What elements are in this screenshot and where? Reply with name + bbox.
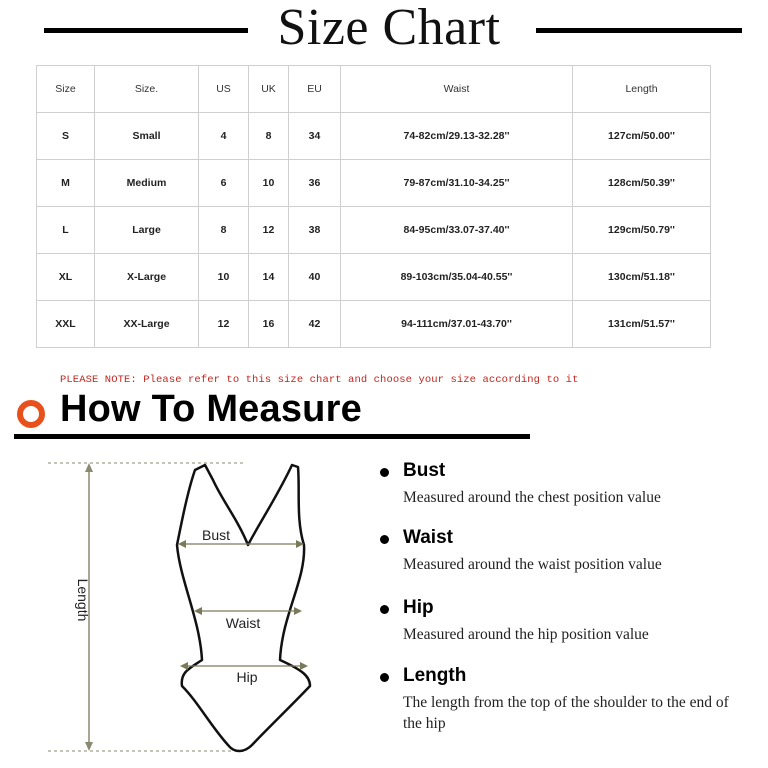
length-arrow-head-bottom xyxy=(85,742,93,751)
size-chart-header xyxy=(0,0,768,56)
table-cell: X-Large xyxy=(95,254,199,301)
measure-item-name: Hip xyxy=(403,597,434,618)
header-cell: US xyxy=(199,66,249,113)
table-cell: XL xyxy=(37,254,95,301)
bullet-dot-icon xyxy=(380,468,389,477)
table-cell: 128cm/50.39'' xyxy=(573,160,711,207)
header-cell: Size. xyxy=(95,66,199,113)
table-cell: 89-103cm/35.04-40.55'' xyxy=(341,254,573,301)
table-cell: 10 xyxy=(249,160,289,207)
hip-arrow-left xyxy=(180,662,188,670)
bodysuit-measure-diagram xyxy=(30,450,370,768)
table-header-row xyxy=(37,66,711,113)
table-cell: 38 xyxy=(289,207,341,254)
header-cell: Size xyxy=(37,66,95,113)
table-cell: 84-95cm/33.07-37.40'' xyxy=(341,207,573,254)
table-cell: Small xyxy=(95,113,199,160)
table-cell: 8 xyxy=(249,113,289,160)
table-row xyxy=(37,207,711,254)
table-row xyxy=(37,160,711,207)
title-rule-left xyxy=(44,28,248,33)
header-cell: Waist xyxy=(341,66,573,113)
title-rule-right xyxy=(536,28,742,33)
table-cell: XX-Large xyxy=(95,301,199,348)
table-cell: 40 xyxy=(289,254,341,301)
table-cell: 6 xyxy=(199,160,249,207)
table-cell: 74-82cm/29.13-32.28'' xyxy=(341,113,573,160)
table-row xyxy=(37,301,711,348)
table-cell: Large xyxy=(95,207,199,254)
measure-item-desc: Measured around the hip position value xyxy=(403,626,649,643)
bullet-dot-icon xyxy=(380,605,389,614)
bodysuit-outline xyxy=(177,465,310,751)
page-title: Size Chart xyxy=(277,0,501,56)
table-cell: 131cm/51.57'' xyxy=(573,301,711,348)
table-cell: 79-87cm/31.10-34.25'' xyxy=(341,160,573,207)
table-cell: 8 xyxy=(199,207,249,254)
table-cell: 129cm/50.79'' xyxy=(573,207,711,254)
bust-label: Bust xyxy=(201,527,231,543)
orange-ring-icon xyxy=(16,399,46,429)
hip-arrow-right xyxy=(300,662,308,670)
hip-label: Hip xyxy=(236,669,258,685)
table-cell: 16 xyxy=(249,301,289,348)
table-row xyxy=(37,254,711,301)
table-cell: 42 xyxy=(289,301,341,348)
table-cell: 12 xyxy=(199,301,249,348)
header-cell: UK xyxy=(249,66,289,113)
header-cell: EU xyxy=(289,66,341,113)
table-cell: XXL xyxy=(37,301,95,348)
waist-arrow-right xyxy=(294,607,302,615)
how-to-measure-rule xyxy=(14,434,530,439)
measure-item-desc: The length from the top of the shoulder to the end of the hip xyxy=(403,694,729,732)
bullet-dot-icon xyxy=(380,673,389,682)
header-cell: Length xyxy=(573,66,711,113)
table-cell: 4 xyxy=(199,113,249,160)
measure-item-desc: Measured around the chest position value xyxy=(403,489,661,506)
table-cell: 14 xyxy=(249,254,289,301)
size-table xyxy=(36,65,711,348)
measure-item-name: Length xyxy=(403,665,467,686)
table-cell: S xyxy=(37,113,95,160)
table-cell: L xyxy=(37,207,95,254)
length-label: Length xyxy=(75,578,91,622)
table-row xyxy=(37,113,711,160)
table-cell: M xyxy=(37,160,95,207)
how-to-measure-title: How To Measure xyxy=(60,388,362,430)
measure-item-name: Waist xyxy=(403,527,453,548)
size-note: PLEASE NOTE: Please refer to this size chart and choose your size according to it xyxy=(60,374,579,386)
table-cell: 36 xyxy=(289,160,341,207)
table-cell: 130cm/51.18'' xyxy=(573,254,711,301)
waist-label: Waist xyxy=(225,615,261,631)
table-cell: 94-111cm/37.01-43.70'' xyxy=(341,301,573,348)
bullet-dot-icon xyxy=(380,535,389,544)
waist-arrow-left xyxy=(194,607,202,615)
table-cell: 34 xyxy=(289,113,341,160)
length-arrow-head-top xyxy=(85,463,93,472)
measure-item-desc: Measured around the waist position value xyxy=(403,556,662,573)
table-cell: Medium xyxy=(95,160,199,207)
table-cell: 10 xyxy=(199,254,249,301)
table-cell: 127cm/50.00'' xyxy=(573,113,711,160)
measure-item-name: Bust xyxy=(403,460,446,481)
bust-arrow-left xyxy=(178,540,186,548)
table-cell: 12 xyxy=(249,207,289,254)
